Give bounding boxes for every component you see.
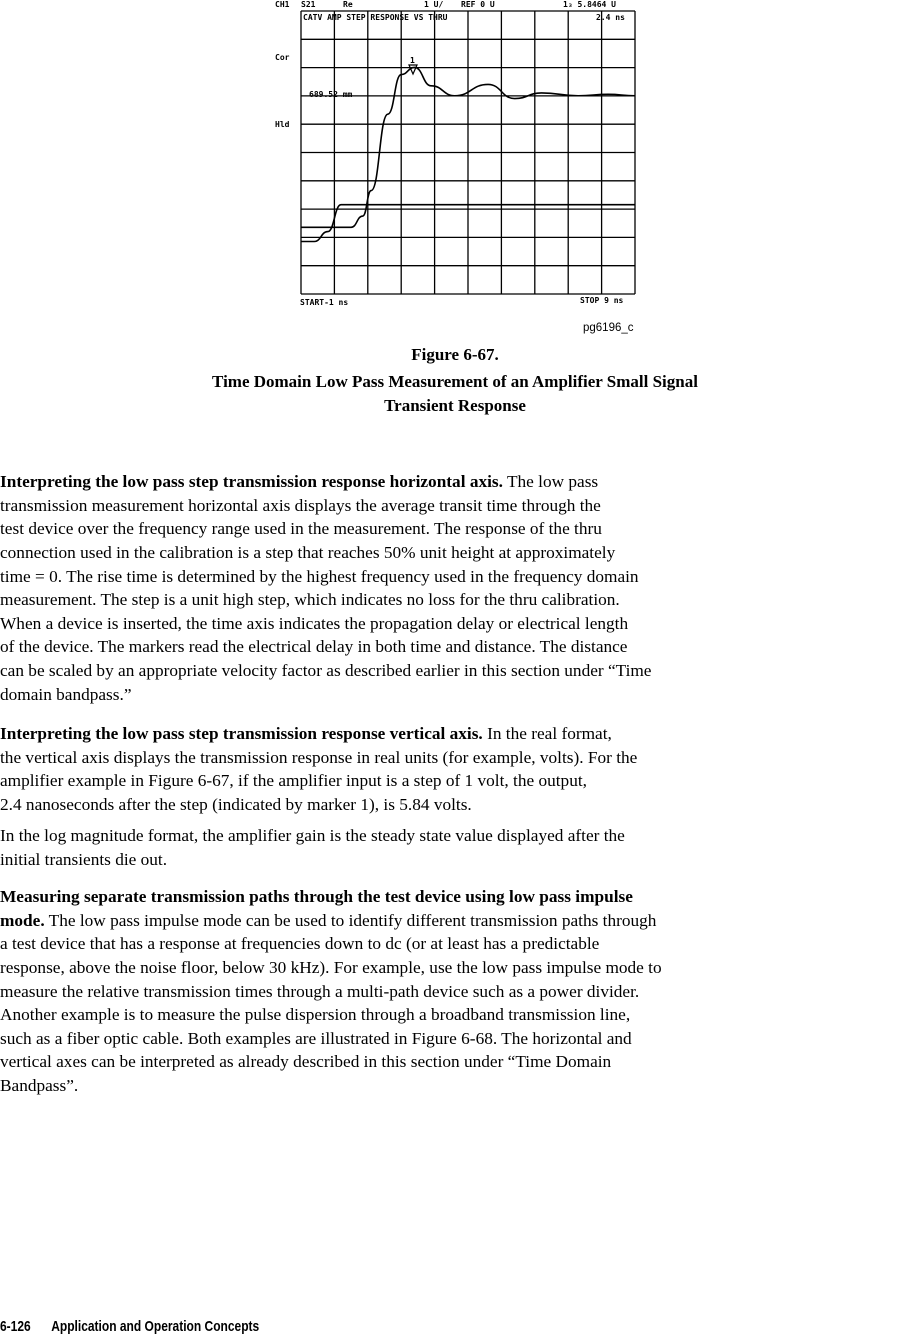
text-line: can be scaled by an appropriate velocity factor as described earlier in this section under “Time: [0, 661, 652, 681]
text-line: vertical axes can be interpreted as already described in this section under “Time Domain: [0, 1052, 612, 1072]
text-line: such as a fiber optic cable. Both examples are illustrated in Figure 6-68. The horizontal and: [0, 1028, 632, 1048]
plot-title: CATV AMP STEP RESPONSE VS THRU: [303, 13, 448, 22]
text-line: When a device is inserted, the time axis indicates the propagation delay or electrical length: [0, 613, 629, 633]
text-line: [0, 885, 900, 909]
page-number: 6-126: [0, 1318, 31, 1335]
text-line: response, above the noise floor, below 30 kHz). For example, use the low pass impulse mode to: [0, 957, 662, 977]
page-footer: [0, 1318, 259, 1335]
step-response-plot: [0, 0, 900, 320]
text-line: of the device. The markers read the electrical delay in both time and distance. The distance: [0, 637, 628, 657]
text-line: the vertical axis displays the transmission response in real units (for example, volts). For the: [0, 747, 638, 767]
text-line: connection used in the calibration is a step that reaches 50% unit height at approximately: [0, 542, 616, 562]
text-line: Another example is to measure the pulse dispersion through a broadband transmission line,: [0, 1005, 631, 1025]
side-label-hld: Hld: [275, 120, 290, 129]
paragraph-heading: Measuring separate transmission paths through the test device using low pass impulse: [0, 887, 633, 906]
text-line: In the log magnitude format, the amplifier gain is the steady state value displayed after the: [0, 826, 625, 845]
text-line: 2.4 nanoseconds after the step (indicated by marker 1), is 5.84 volts.: [0, 794, 472, 814]
figure-number: Figure 6-67.: [411, 345, 499, 364]
text-line: initial transients die out.: [0, 849, 168, 869]
text-line: Bandpass”.: [0, 1076, 79, 1096]
figure-id: pg6196_c: [583, 322, 634, 334]
side-label-cor: Cor: [275, 53, 290, 62]
text-line: transmission measurement horizontal axis displays the average transit time through the: [0, 495, 601, 515]
text-line: a test device that has a response at frequencies down to dc (or at least has a predictable: [0, 934, 600, 954]
figure-caption-line1: Time Domain Low Pass Measurement of an Amplifier Small Signal: [212, 372, 698, 391]
paragraph-heading: Interpreting the low pass step transmission response horizontal axis.: [0, 472, 503, 491]
param-label: S21: [301, 0, 316, 9]
marker-value: 1₃ 5.8464 U: [563, 0, 616, 9]
paragraph-heading-cont: mode.: [0, 910, 45, 930]
paragraph: [0, 885, 900, 1098]
text-line: test device over the frequency range used in the measurement. The response of the thru: [0, 519, 602, 539]
text-line: Interpreting the low pass step transmission response vertical axis. In the real format,: [0, 724, 612, 743]
scale-label: 1 U/: [424, 0, 444, 9]
stop-label: STOP 9 ns: [580, 296, 624, 305]
format-label: Re: [343, 0, 353, 9]
start-label: START-1 ns: [300, 298, 349, 307]
text-line: time = 0. The rise time is determined by the highest frequency used in the frequency domain: [0, 566, 639, 586]
paragraph: [0, 722, 900, 817]
paragraph-heading: Interpreting the low pass step transmission response vertical axis.: [0, 724, 483, 743]
marker-time: 2.4 ns: [596, 13, 625, 22]
text-line: domain bandpass.”: [0, 684, 132, 704]
text-line: measurement. The step is a unit high step, which indicates no loss for the thru calibration.: [0, 590, 620, 610]
paragraph: [0, 824, 900, 871]
text-line: mode. The low pass impulse mode can be used to identify different transmission paths through: [0, 910, 657, 930]
text-line: amplifier example in Figure 6-67, if the amplifier input is a step of 1 volt, the output,: [0, 771, 587, 791]
marker-number: 1: [410, 56, 415, 65]
distance-readout: 689.52 mm: [309, 90, 353, 99]
ref-label: REF 0 U: [461, 0, 495, 9]
channel-label: CH1: [275, 0, 290, 9]
plot-grid: [301, 11, 635, 294]
paragraph: [0, 470, 900, 706]
figure-caption-line2: Transient Response: [384, 396, 526, 415]
text-line: Interpreting the low pass step transmission response horizontal axis. The low pass: [0, 472, 599, 491]
text-line: measure the relative transmission times through a multi-path device such as a power divider.: [0, 981, 640, 1001]
section-title: Application and Operation Concepts: [51, 1318, 260, 1335]
